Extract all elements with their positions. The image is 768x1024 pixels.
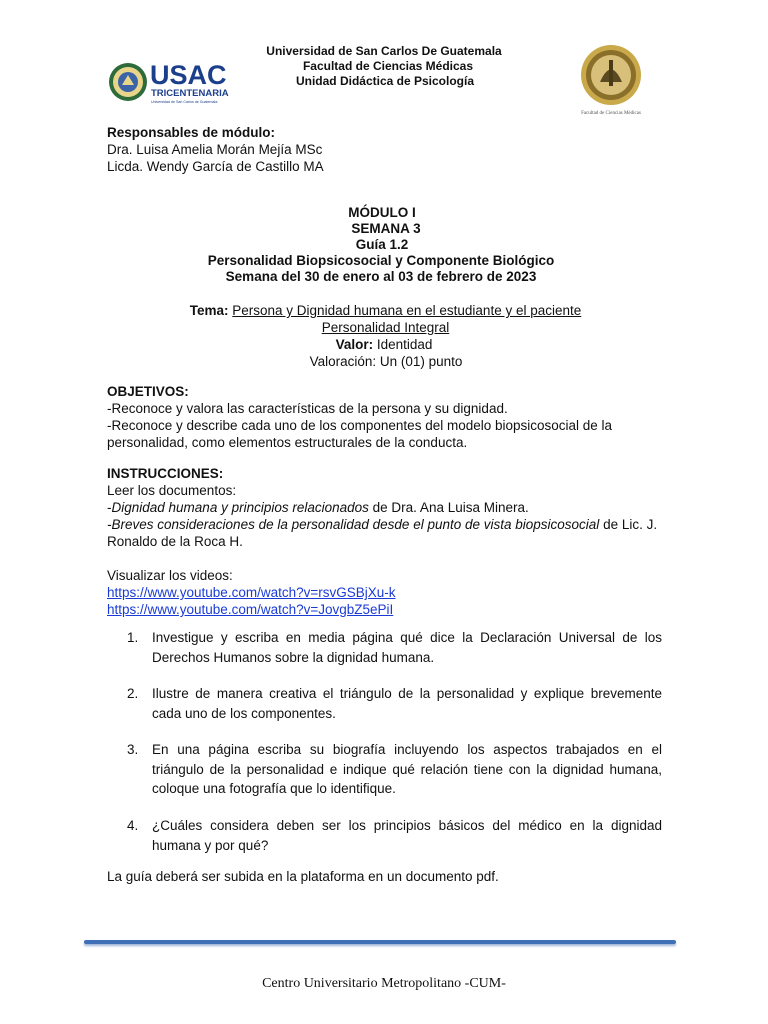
task-number: 4. <box>127 818 139 833</box>
logo-text: USAC <box>150 60 227 90</box>
logo-small: Universidad de San Carlos de Guatemala <box>151 100 218 104</box>
week-dates: Semana del 30 de enero al 03 de febrero de 2023 <box>225 269 537 284</box>
module-title: MÓDULO I <box>348 205 416 220</box>
closing-note: La guía deberá ser subida en la plataforma en un documento pdf. <box>107 869 499 884</box>
task-text: Ilustre de manera creativa el triángulo de la personalidad y explique brevemente cada uno de los componentes. <box>152 686 662 721</box>
objetivos-title: OBJETIVOS: <box>107 384 189 399</box>
objetivos-section <box>107 383 667 451</box>
document-2-title: -Breves consideraciones de la personalidad desde el punto de vista biopsicosocial <box>107 517 600 532</box>
faculty-seal <box>578 42 644 126</box>
seal-text: Facultad de Ciencias Médicas <box>581 111 641 116</box>
footer-divider <box>84 940 676 944</box>
responsable-2: Licda. Wendy García de Castillo MA <box>107 159 324 174</box>
document-2-author: de Lic. J. Ronaldo de la Roca H. <box>107 517 658 549</box>
tema-subtext: Personalidad Integral <box>321 320 450 335</box>
task-text: En una página escriba su biografía incluyendo los aspectos trabajados en el triángulo de la personalidad e indique qué relación tiene con la dignidad humana, coloque una fotografía que lo identifique. <box>152 742 662 796</box>
tema-label: Tema: <box>189 303 229 318</box>
task-text: Investigue y escriba en media página qué dice la Declaración Universal de los Derechos Humanos sobre la dignidad humana. <box>152 630 662 665</box>
document-1-author: de Dra. Ana Luisa Minera. <box>368 500 529 515</box>
task-number: 1. <box>127 630 139 645</box>
valor-value: Identidad <box>376 337 433 352</box>
task-number: 2. <box>127 686 139 701</box>
university-name: Universidad de San Carlos De Guatemala <box>266 44 502 58</box>
valoracion: Valoración: Un (01) punto <box>309 354 463 369</box>
task-text: ¿Cuáles considera deben ser los principios básicos del médico en la dignidad humana y por qué? <box>152 818 662 853</box>
valor-label: Valor: <box>335 337 374 352</box>
responsable-1: Dra. Luisa Amelia Morán Mejía MSc <box>107 142 323 157</box>
responsables-block <box>107 124 324 175</box>
unit-name: Unidad Didáctica de Psicología <box>295 74 475 88</box>
objetivo-1: -Reconoce y valora las características de la persona y su dignidad. <box>107 401 508 416</box>
videos-label: Visualizar los videos: <box>107 568 233 583</box>
instrucciones-title: INSTRUCCIONES: <box>107 466 224 481</box>
week-number: SEMANA 3 <box>351 221 421 236</box>
guide-title: Personalidad Biopsicosocial y Componente Biológico <box>207 253 555 268</box>
document-2 <box>107 516 667 550</box>
tema-block <box>0 302 768 370</box>
task-number: 3. <box>127 742 139 757</box>
usac-logo <box>106 58 236 108</box>
faculty-name: Facultad de Ciencias Médicas <box>302 59 474 73</box>
video-link-1[interactable]: https://www.youtube.com/watch?v=rsvGSBjXu-k <box>107 585 396 600</box>
guide-number: Guía 1.2 <box>355 237 409 252</box>
footer-text: Centro Universitario Metropolitano -CUM- <box>262 976 506 991</box>
module-block <box>0 205 768 285</box>
objetivo-2: -Reconoce y describe cada uno de los componentes del modelo biopsicosocial de la personalidad, como elementos estructurales de la conducta. <box>107 418 613 450</box>
logo-sub: TRICENTENARIA <box>151 88 229 99</box>
instrucciones-intro: Leer los documentos: <box>107 483 237 498</box>
tema-text: Persona y Dignidad humana en el estudiante y el paciente <box>232 303 582 318</box>
responsables-title: Responsables de módulo: <box>107 125 276 140</box>
document-1: -Dignidad humana y principios relacionados de Dra. Ana Luisa Minera. <box>107 500 529 515</box>
video-link-2[interactable]: https://www.youtube.com/watch?v=JovgbZ5ePiI <box>107 602 394 617</box>
instrucciones-section <box>107 465 667 618</box>
document-1-title: Dignidad humana y principios relacionados <box>111 500 369 515</box>
